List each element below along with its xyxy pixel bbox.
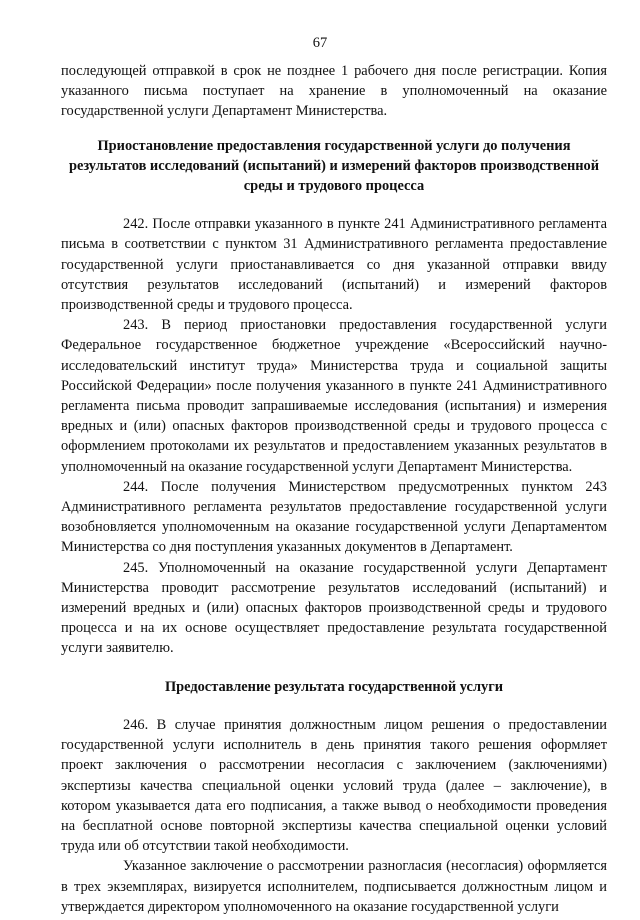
paragraph-243: 243. В период приостановки предоставления государственной услуги Федеральное государственное бюджетное учреждение «Всероссийский научно-исследовательский институт труда» Министерства труда и социальной защиты Российской Федерации» после получения указанного в пункте 241 Административного регламента письма проводит запрашиваемые исследования (испытания) и измерения вредных и (или) опасных факторов производственной среды и трудового процесса с оформлением протоколами их результатов и предоставлением указанных результатов в уполномоченный на оказание государственной услуги Департамент Министерства.: [61, 317, 607, 475]
paragraph-244: 244. После получения Министерством предусмотренных пунктом 243 Административного регламента результатов предоставление государственной услуги возобновляется уполномоченным на оказание государственной услуги Департаментом Министерства со дня поступления указанных документов в Департамент.: [61, 478, 607, 556]
page-number: 67: [312, 35, 328, 51]
paragraph-245: 245. Уполномоченный на оказание государственной услуги Департамент Министерства проводит рассмотрение результатов исследований (испытаний) и измерений вредных и (или) опасных факторов производственной среды и трудового процесса и на их основе осуществляет предоставление результата государственной услуги заявителю.: [61, 559, 607, 657]
paragraph-246-continuation: Указанное заключение о рассмотрении разногласия (несогласия) оформляется в трех экземплярах, визируется исполнителем, подписывается должностным лицом и утверждается директором уполномоченного на оказание государственной услуги: [61, 858, 607, 915]
paragraph-242: 242. После отправки указанного в пункте 241 Административного регламента письма в соответствии с пунктом 31 Административного регламента предоставление государственной услуги приостанавливается со дня указанной отправки ввиду отсутствия результатов исследований (испытаний) и измерений факторов производственной среды и трудового процесса.: [61, 216, 607, 314]
paragraph-246: 246. В случае принятия должностным лицом решения о предоставлении государственной услуги исполнитель в день принятия такого решения оформляет проект заключения о рассмотрении несогласия с заключением (заключениями) экспертизы качества специальной оценки условий труда (далее – заключение), в котором указывается дата его подписания, а также вывод о необходимости проведения на бесплатной основе повторной экспертизы качества специальной оценки условий труда или об отсутствии такой необходимости.: [61, 716, 607, 855]
paragraph-continuation: последующей отправкой в срок не позднее 1 рабочего дня после регистрации. Копия указанного письма поступает на хранение в уполномоченный на оказание государственной услуги Департамент Министерства.: [61, 63, 607, 120]
section-heading-result: Предоставление результата государственной услуги: [164, 678, 504, 695]
document-body: [61, 61, 607, 917]
section-heading-suspension: Приостановление предоставления государственной услуги до получения результатов исследований (испытаний) и измерений факторов производственной среды и трудового процесса: [68, 137, 600, 195]
